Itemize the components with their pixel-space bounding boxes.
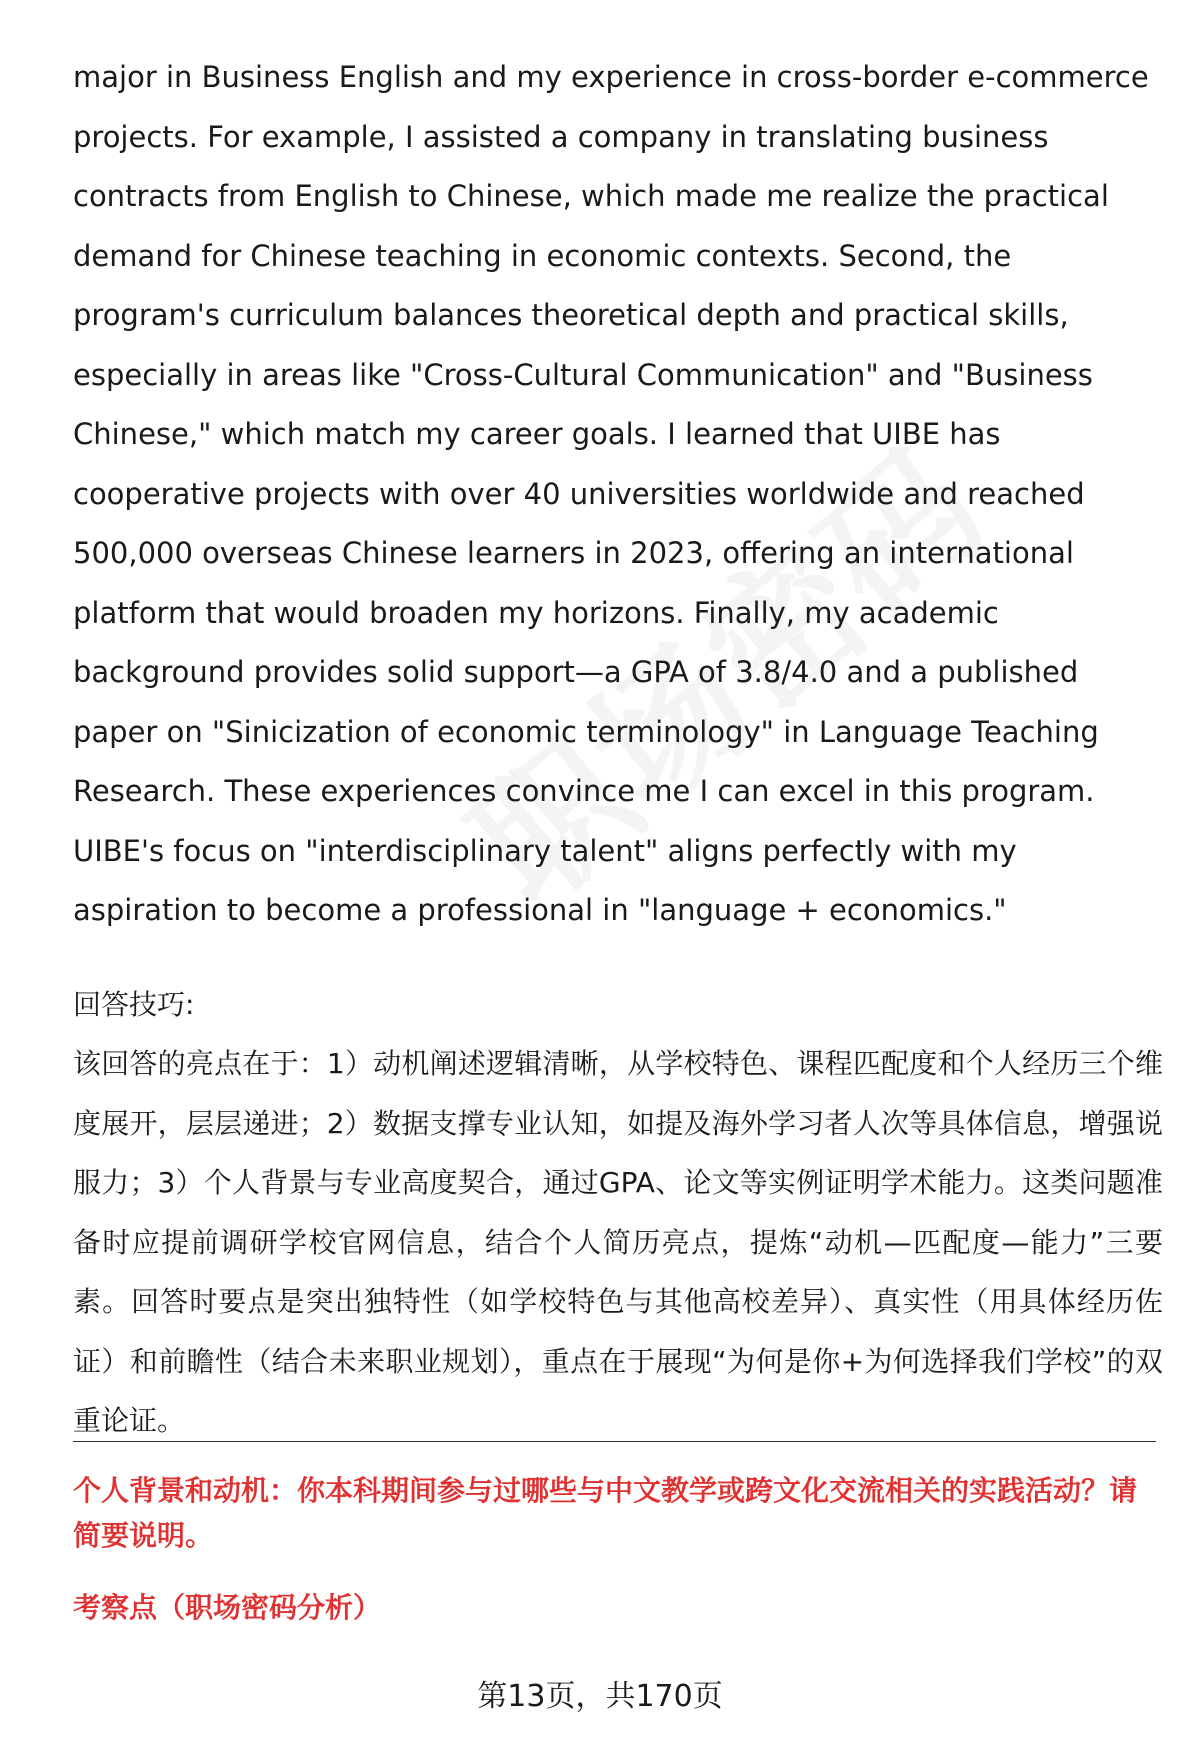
answer-tips-section bbox=[73, 975, 1163, 1451]
answer-tips-label: 回答技巧: bbox=[73, 987, 195, 1021]
assessment-focus-heading: 考察点（职场密码分析） bbox=[73, 1591, 382, 1624]
answer-tips-text: 该回答的亮点在于：1）动机阐述逻辑清晰，从学校特色、课程匹配度和个人经历三个维度展开，层层递进；2）数据支撑专业认知，如提及海外学习者人次等具体信息，增强说服力；3）个人背景与专业高度契合，通过GPA、论文等实例证明学术能力。这类问题准备时应提前调研学校官网信息，结合个人简历亮点，提炼“动机—匹配度—能力”三要素。回答时要点是突出独特性（如学校特色与其他高校差异）、真实性（用具体经历佐证）和前瞻性（结合未来职业规划），重点在于展现“为何是你+为何选择我们学校”的双重论证。 bbox=[73, 1047, 1163, 1437]
english-answer-paragraph: major in Business English and my experience in cross-border e-commerce projects. For example, I assisted a company in translating business contracts from English to Chinese, which made me realize the practical demand for Chinese teaching in economic contexts. Second, the program's curriculum balances theoretical depth and practical skills, especially in areas like "Cross-Cultural Communication" and "Business Chinese," which match my career goals. I learned that UIBE has cooperative projects with over 40 universities worldwide and reached 500,000 overseas Chinese learners in 2023, offering an international platform that would broaden my horizons. Finally, my academic background provides solid support—a GPA of 3.8/4.0 and a published paper on "Sinicization of economic terminology" in Language Teaching Research. These experiences convince me I can excel in this program. UIBE's focus on "interdisciplinary talent" aligns perfectly with my aspiration to become a professional in "language + economics." bbox=[73, 60, 1149, 927]
document-body bbox=[73, 48, 1163, 1451]
next-question-title: 个人背景和动机：你本科期间参与过哪些与中文教学或跨文化交流相关的实践活动？请简要说明。 bbox=[73, 1474, 1138, 1552]
section-divider bbox=[73, 1441, 1156, 1442]
page-indicator: 第13页，共170页 bbox=[477, 1679, 723, 1714]
